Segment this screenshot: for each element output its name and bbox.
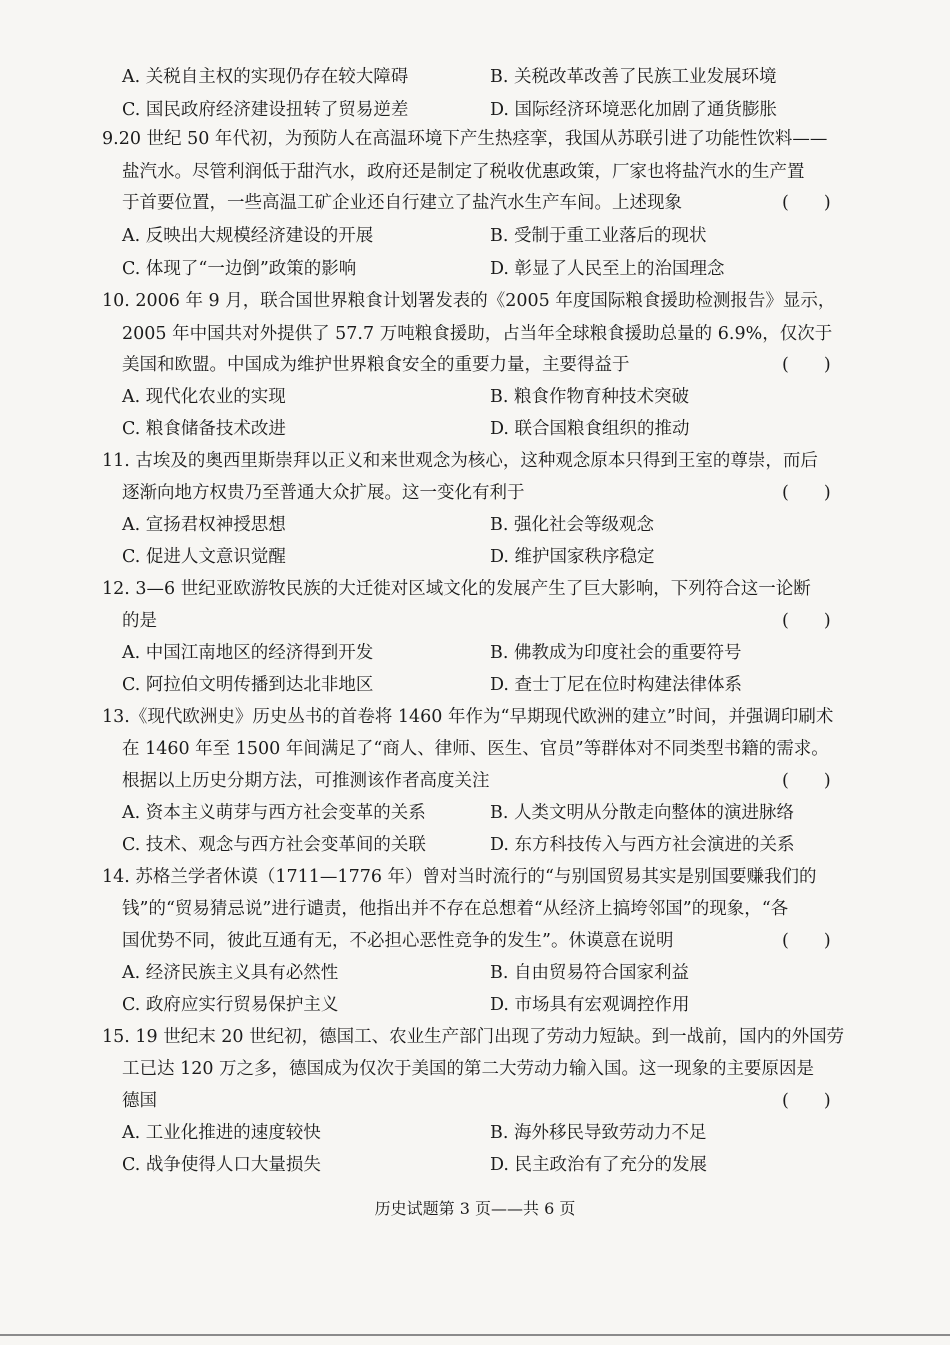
question-stem-start	[0, 1022, 950, 1053]
option-row	[0, 958, 950, 989]
question-stem-start	[0, 286, 950, 317]
stem-text: 2005 年中国共对外提供了 57.7 万吨粮食援助，占当年全球粮食援助总量的 6.9%，仅次于	[122, 324, 833, 344]
answer-bracket: ( )	[782, 611, 831, 631]
question-stem-start	[0, 124, 950, 155]
stem-text: 15. 19 世纪末 20 世纪初，德国工、农业生产部门出现了劳动力短缺。到一战前，国内的外国劳	[102, 1027, 845, 1047]
option-right: B. 人类文明从分散走向整体的演进脉络	[490, 803, 794, 823]
answer-bracket: ( )	[782, 931, 831, 951]
option-row	[0, 1150, 950, 1181]
stem-text: 9.20 世纪 50 年代初，为预防人在高温环境下产生热痉挛，我国从苏联引进了功能性饮料——	[102, 129, 828, 149]
option-left: C. 国民政府经济建设扭转了贸易逆差	[122, 100, 409, 120]
option-right: D. 查士丁尼在位时构建法律体系	[490, 675, 743, 695]
option-row	[0, 414, 950, 445]
stem-text: 在 1460 年至 1500 年间满足了“商人、律师、医生、官员”等群体对不同类型书籍的需求。	[122, 739, 829, 759]
option-row	[0, 830, 950, 861]
stem-text: 于首要位置，一些高温工矿企业还自行建立了盐汽水生产车间。上述现象	[122, 193, 682, 213]
option-row	[0, 798, 950, 829]
option-left: A. 反映出大规模经济建设的开展	[122, 226, 374, 246]
option-right: B. 粮食作物育种技术突破	[490, 387, 689, 407]
option-row	[0, 542, 950, 573]
question-stem-line	[0, 478, 950, 509]
option-right: D. 联合国粮食组织的推动	[490, 419, 690, 439]
option-row	[0, 254, 950, 285]
question-stem-line	[0, 894, 950, 925]
question-stem-start	[0, 702, 950, 733]
option-right: B. 强化社会等级观念	[490, 515, 654, 535]
stem-text: 的是	[122, 611, 157, 631]
option-right: D. 东方科技传入与西方社会演进的关系	[490, 835, 795, 855]
option-row	[0, 990, 950, 1021]
question-stem-start	[0, 862, 950, 893]
option-left: C. 体现了“一边倒”政策的影响	[122, 259, 357, 279]
option-right: B. 关税改革改善了民族工业发展环境	[490, 67, 777, 87]
option-left: A. 中国江南地区的经济得到开发	[122, 643, 374, 663]
stem-text: 工已达 120 万之多，德国成为仅次于美国的第二大劳动力输入国。这一现象的主要原因是	[122, 1059, 815, 1079]
question-stem-start	[0, 446, 950, 477]
stem-text: 根据以上历史分期方法，可推测该作者高度关注	[122, 771, 490, 791]
option-right: B. 受制于重工业落后的现状	[490, 226, 707, 246]
stem-text: 13.《现代欧洲史》历史丛书的首卷将 1460 年作为“早期现代欧洲的建立”时间，并强调印刷术	[102, 707, 834, 727]
stem-text: 德国	[122, 1091, 157, 1111]
question-stem-line	[0, 1054, 950, 1085]
option-left: C. 战争使得人口大量损失	[122, 1155, 321, 1175]
answer-bracket: ( )	[782, 193, 831, 213]
option-left: C. 阿拉伯文明传播到达北非地区	[122, 675, 374, 695]
option-row	[0, 638, 950, 669]
option-left: A. 资本主义萌芽与西方社会变革的关系	[122, 803, 426, 823]
stem-text: 12. 3—6 世纪亚欧游牧民族的大迁徙对区域文化的发展产生了巨大影响，下列符合这一论断	[102, 579, 811, 599]
option-right: D. 市场具有宏观调控作用	[490, 995, 690, 1015]
question-stem-line	[0, 734, 950, 765]
question-stem-line	[0, 766, 950, 797]
question-stem-line	[0, 1086, 950, 1117]
option-row	[0, 382, 950, 413]
option-row	[0, 510, 950, 541]
stem-text: 盐汽水。尽管利润低于甜汽水，政府还是制定了税收优惠政策，厂家也将盐汽水的生产置	[122, 162, 805, 182]
option-right: B. 自由贸易符合国家利益	[490, 963, 689, 983]
answer-bracket: ( )	[782, 771, 831, 791]
stem-text: 11. 古埃及的奥西里斯崇拜以正义和来世观念为核心，这种观念原本只得到王室的尊崇，而后	[102, 451, 818, 471]
answer-bracket: ( )	[782, 355, 831, 375]
option-row	[0, 95, 950, 126]
option-left: C. 政府应实行贸易保护主义	[122, 995, 339, 1015]
option-left: A. 工业化推进的速度较快	[122, 1123, 321, 1143]
question-stem-line	[0, 157, 950, 188]
option-row	[0, 221, 950, 252]
question-stem-line	[0, 606, 950, 637]
stem-text: 逐渐向地方权贵乃至普通大众扩展。这一变化有利于	[122, 483, 525, 503]
stem-text: 14. 苏格兰学者休谟（1711—1776 年）曾对当时流行的“与别国贸易其实是别国要赚我们的	[102, 867, 817, 887]
option-left: A. 宣扬君权神授思想	[122, 515, 286, 535]
option-row	[0, 670, 950, 701]
option-left: A. 现代化农业的实现	[122, 387, 286, 407]
question-stem-line	[0, 926, 950, 957]
stem-text: 美国和欧盟。中国成为维护世界粮食安全的重要力量，主要得益于	[122, 355, 630, 375]
option-row	[0, 62, 950, 93]
question-stem-line	[0, 350, 950, 381]
option-right: B. 佛教成为印度社会的重要符号	[490, 643, 742, 663]
option-right: D. 彰显了人民至上的治国理念	[490, 259, 725, 279]
page-footer: 历史试题第 3 页——共 6 页	[374, 1199, 576, 1218]
option-right: D. 国际经济环境恶化加剧了通货膨胀	[490, 100, 778, 120]
question-stem-line	[0, 319, 950, 350]
question-stem-start	[0, 574, 950, 605]
option-right: D. 民主政治有了充分的发展	[490, 1155, 708, 1175]
option-left: C. 技术、观念与西方社会变革间的关联	[122, 835, 426, 855]
option-right: D. 维护国家秩序稳定	[490, 547, 655, 567]
option-left: C. 促进人文意识觉醒	[122, 547, 286, 567]
option-left: A. 经济民族主义具有必然性	[122, 963, 339, 983]
stem-text: 国优势不同，彼此互通有无，不必担心恶性竞争的发生”。休谟意在说明	[122, 931, 674, 951]
stem-text: 10. 2006 年 9 月，联合国世界粮食计划署发表的《2005 年度国际粮食援助检测报告》显示，	[102, 291, 836, 311]
question-stem-line	[0, 188, 950, 219]
bottom-rule	[0, 1334, 950, 1336]
option-left: C. 粮食储备技术改进	[122, 419, 286, 439]
option-row	[0, 1118, 950, 1149]
option-left: A. 关税自主权的实现仍存在较大障碍	[122, 67, 409, 87]
stem-text: 钱”的“贸易猜忌说”进行谴责，他指出并不存在总想着“从经济上搞垮邻国”的现象，“各	[122, 899, 789, 919]
answer-bracket: ( )	[782, 1091, 831, 1111]
option-right: B. 海外移民导致劳动力不足	[490, 1123, 707, 1143]
answer-bracket: ( )	[782, 483, 831, 503]
